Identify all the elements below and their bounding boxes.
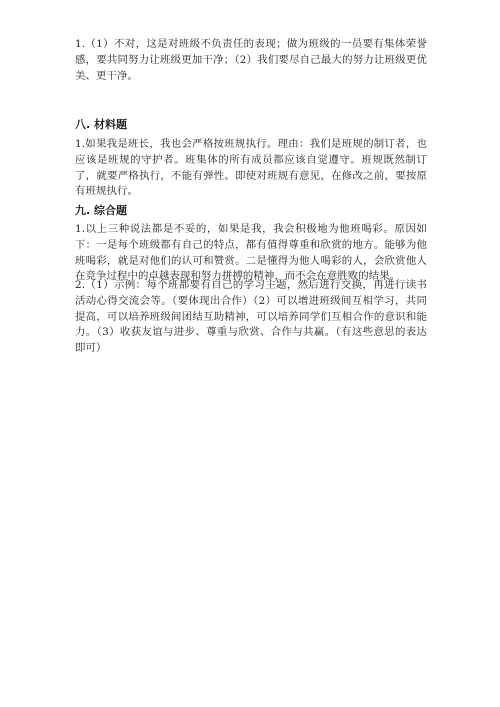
section-heading-comprehensive: 九. 综合题 (75, 204, 128, 217)
answer-paragraph-comprehensive-2: 2.（1）示例：每个班都要有自己的学习主题，然后进行交换，再进行读书活动心得交流会等。（要体现出合作）（2）可以增进班级间互相学习，共同提高，可以培养班级间团结互助精神，可以培养同学们互相合作的意识和能力。（3）收获友谊与进步、尊重与欣赏、合作与共赢。（有这些意思的表达即可） (75, 279, 427, 355)
section-heading-material: 八. 材料题 (75, 118, 128, 131)
answer-paragraph-comprehensive-1: 1.以上三种说法都是不妥的，如果是我，我会积极地为他班喝彩。原因如下：一是每个班级都有自己的特点，都有值得尊重和欣赏的地方。能够为他班喝彩，就是对他们的认可和赞赏。二是懂得为他人喝彩的人，会欣赏他人在竞争过程中的卓越表现和努力拼搏的精神，而不会在意胜败的结果。 (75, 223, 427, 283)
answer-paragraph-1: 1.（1）不对，这是对班级不负责任的表现；做为班级的一员要有集体荣誉感，要共同努力让班级更加干净；（2）我们要尽自己最大的努力让班级更优美、更干净。 (75, 38, 427, 82)
answer-paragraph-material: 1.如果我是班长，我也会严格按班规执行。理由：我们是班规的制订者，也应该是班规的守护者。班集体的所有成员都应该自觉遵守。班规既然制订了，就要严格执行，不能有弹性。即使对班规有意见，在修改之前，要按原有班规执行。 (75, 138, 427, 198)
